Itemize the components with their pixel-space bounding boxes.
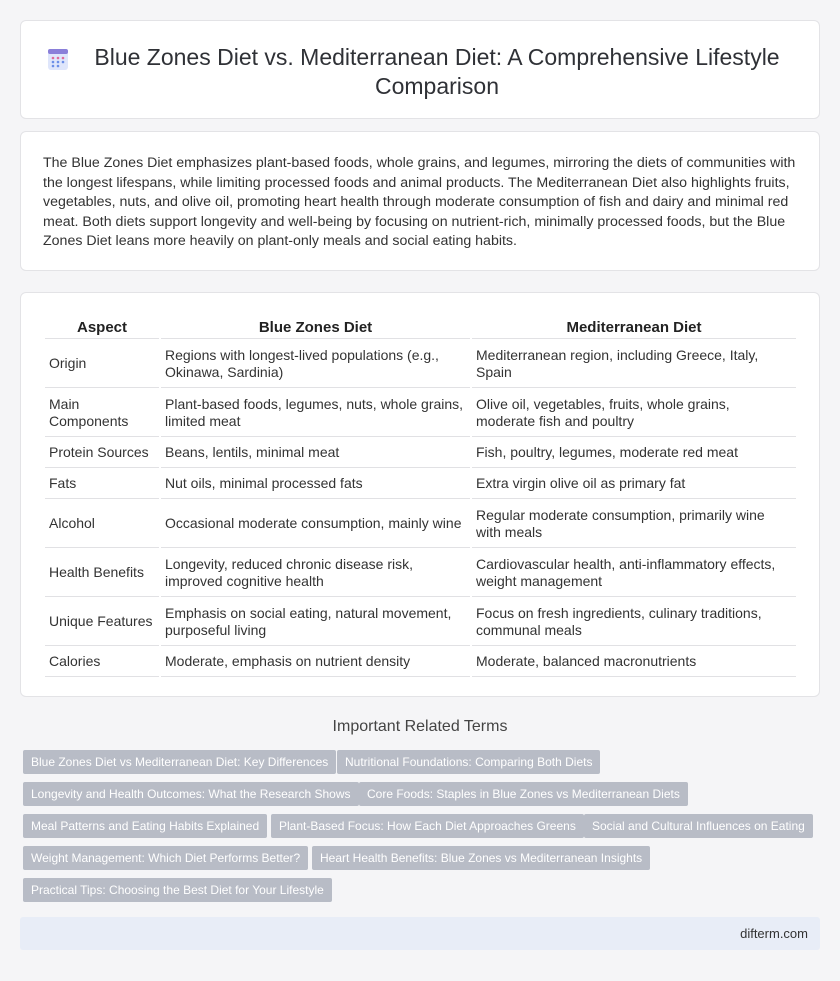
cell-blue-zones: Beans, lentils, minimal meat bbox=[161, 439, 470, 468]
comparison-table bbox=[43, 315, 798, 679]
footer bbox=[20, 917, 820, 950]
cell-blue-zones: Moderate, emphasis on nutrient density bbox=[161, 648, 470, 677]
related-term-tag[interactable]: Longevity and Health Outcomes: What the Research Shows bbox=[23, 782, 359, 806]
table-row bbox=[45, 599, 796, 646]
cell-blue-zones: Nut oils, minimal processed fats bbox=[161, 470, 470, 499]
cell-blue-zones: Plant-based foods, legumes, nuts, whole grains, limited meat bbox=[161, 390, 470, 437]
table-header-row bbox=[45, 317, 796, 339]
related-term-tag[interactable]: Plant-Based Focus: How Each Diet Approaches Greens bbox=[271, 814, 584, 838]
cell-aspect: Alcohol bbox=[45, 501, 159, 548]
table-row bbox=[45, 341, 796, 388]
cell-aspect: Health Benefits bbox=[45, 550, 159, 597]
header-aspect: Aspect bbox=[45, 317, 159, 339]
related-term-tag[interactable]: Core Foods: Staples in Blue Zones vs Mediterranean Diets bbox=[359, 782, 688, 806]
header-mediterranean: Mediterranean Diet bbox=[472, 317, 796, 339]
footer-site-link[interactable]: difterm.com bbox=[740, 926, 808, 941]
table-row bbox=[45, 648, 796, 677]
header-card bbox=[20, 20, 820, 119]
table-row bbox=[45, 470, 796, 499]
related-term-tag[interactable]: Practical Tips: Choosing the Best Diet for Your Lifestyle bbox=[23, 878, 332, 902]
cell-blue-zones: Longevity, reduced chronic disease risk, improved cognitive health bbox=[161, 550, 470, 597]
related-term-tag[interactable]: Nutritional Foundations: Comparing Both Diets bbox=[337, 750, 600, 774]
intro-paragraph: The Blue Zones Diet emphasizes plant-based foods, whole grains, and legumes, mirroring the diets of communities with the longest lifespans, while limiting processed foods and animal products. The Mediterranean Diet also highlights fruits, vegetables, nuts, and olive oil, promoting heart health through moderate consumption of fish and dairy and minimal red meat. Both diets support longevity and well-being by focusing on nutrient-rich, minimally processed foods, but the Blue Zones Diet leans more heavily on plant-only meals and social eating habits. bbox=[43, 155, 796, 250]
cell-blue-zones: Regions with longest-lived populations (e.g., Okinawa, Sardinia) bbox=[161, 341, 470, 388]
cell-mediterranean: Mediterranean region, including Greece, Italy, Spain bbox=[472, 341, 796, 388]
table-row bbox=[45, 390, 796, 437]
intro-card bbox=[20, 131, 820, 271]
page-title: Blue Zones Diet vs. Mediterranean Diet: A Comprehensive Lifestyle Comparison bbox=[94, 44, 780, 99]
table-row bbox=[45, 439, 796, 468]
table-row bbox=[45, 550, 796, 597]
table-row bbox=[45, 501, 796, 548]
cell-aspect: Origin bbox=[45, 341, 159, 388]
cell-mediterranean: Cardiovascular health, anti-inflammatory effects, weight management bbox=[472, 550, 796, 597]
cell-aspect: Fats bbox=[45, 470, 159, 499]
related-term-tag[interactable]: Meal Patterns and Eating Habits Explained bbox=[23, 814, 267, 838]
cell-aspect: Main Components bbox=[45, 390, 159, 437]
comparison-table-card bbox=[20, 292, 820, 697]
cell-mediterranean: Olive oil, vegetables, fruits, whole grains, moderate fish and poultry bbox=[472, 390, 796, 437]
cell-aspect: Calories bbox=[45, 648, 159, 677]
related-term-tag[interactable]: Heart Health Benefits: Blue Zones vs Mediterranean Insights bbox=[312, 846, 650, 870]
related-term-tag[interactable]: Social and Cultural Influences on Eating bbox=[584, 814, 813, 838]
related-term-tag[interactable]: Weight Management: Which Diet Performs Better? bbox=[23, 846, 308, 870]
cell-aspect: Protein Sources bbox=[45, 439, 159, 468]
related-terms-title: Important Related Terms bbox=[332, 718, 508, 735]
cell-blue-zones: Occasional moderate consumption, mainly wine bbox=[161, 501, 470, 548]
cell-aspect: Unique Features bbox=[45, 599, 159, 646]
cell-blue-zones: Emphasis on social eating, natural movement, purposeful living bbox=[161, 599, 470, 646]
header-blue-zones: Blue Zones Diet bbox=[161, 317, 470, 339]
cell-mediterranean: Moderate, balanced macronutrients bbox=[472, 648, 796, 677]
cell-mediterranean: Regular moderate consumption, primarily wine with meals bbox=[472, 501, 796, 548]
related-term-tag[interactable]: Blue Zones Diet vs Mediterranean Diet: Key Differences bbox=[23, 750, 336, 774]
cell-mediterranean: Extra virgin olive oil as primary fat bbox=[472, 470, 796, 499]
cell-mediterranean: Fish, poultry, legumes, moderate red meat bbox=[472, 439, 796, 468]
cell-mediterranean: Focus on fresh ingredients, culinary traditions, communal meals bbox=[472, 599, 796, 646]
